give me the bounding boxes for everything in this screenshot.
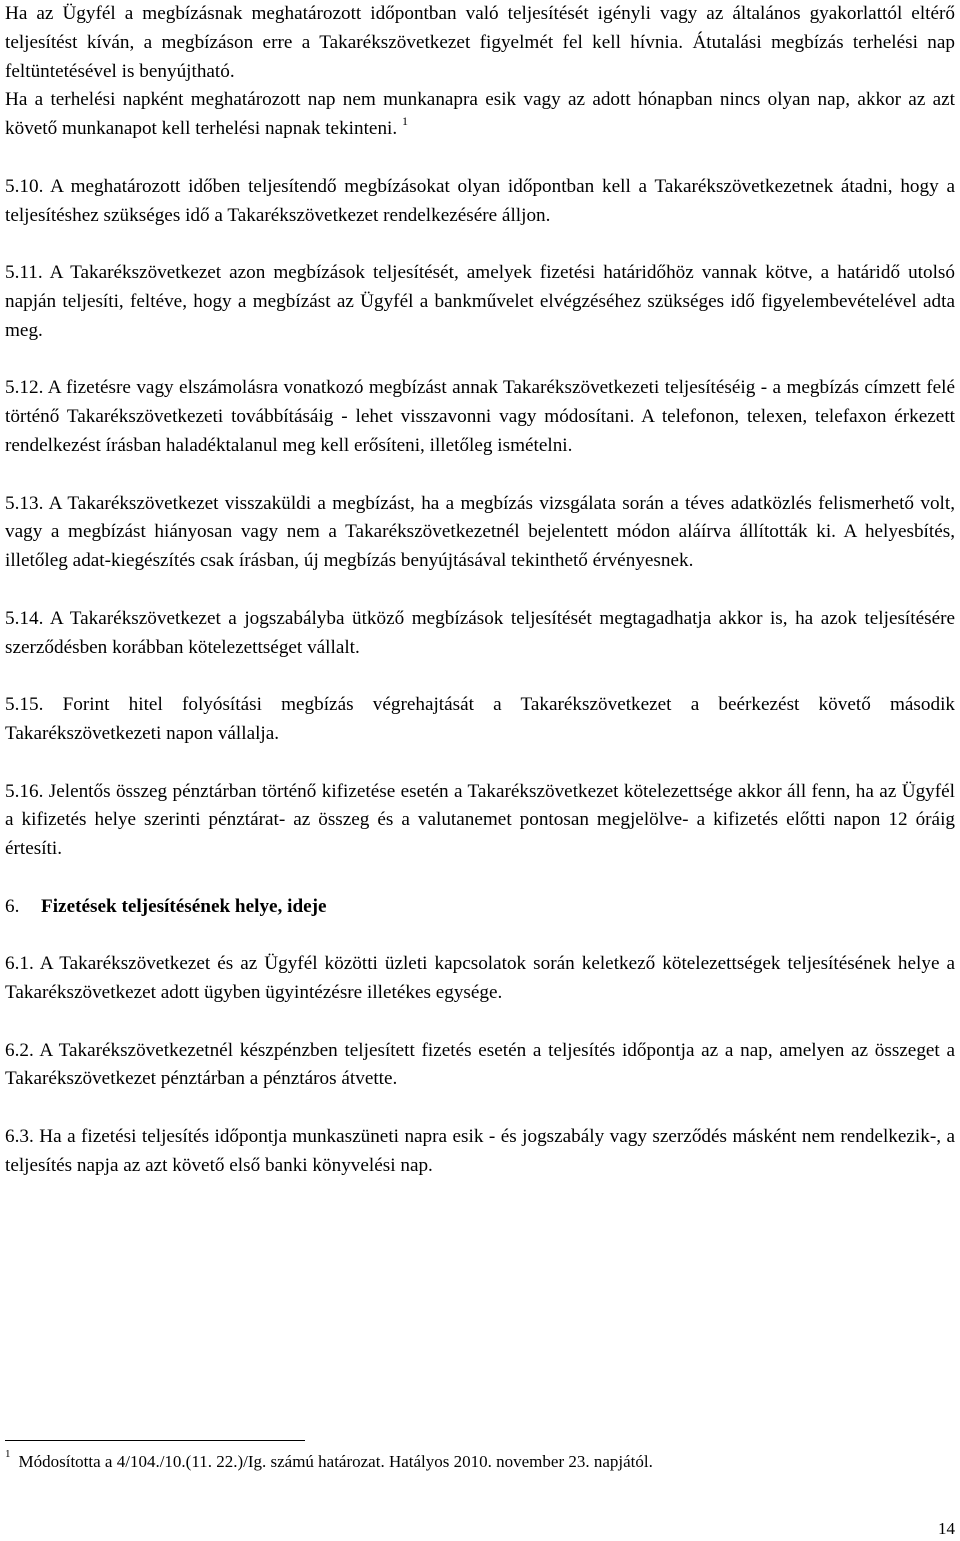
document-page: [5, 0, 955, 1181]
paragraph-6-2: 6.2. A Takarékszövetkezetnél készpénzben teljesített fizetés esetén a teljesítés időpontja az a nap, amelyen az összeget a Takarékszövetkezet pénztárban a pénztáros átvette.: [5, 1039, 955, 1090]
paragraph-intro-b: [5, 86, 955, 144]
paragraph-5-13: 5.13. A Takarékszövetkezet visszaküldi a megbízást, ha a megbízás vizsgálata során a téves adatközlés felismerhető volt, vagy a megbízást hiányosan vagy nem a Takarékszövetkezetnél bejelentett módon aláírva állították ki. A helyesbítés, illetőleg adat-kiegészítés csak írásban, új megbízás benyújtásával tekinthető érvényesnek.: [5, 492, 955, 572]
footnote-separator: [5, 1440, 305, 1441]
page-number: 14: [938, 1519, 955, 1538]
footnote-marker: 1: [5, 1448, 11, 1461]
footnote-reference[interactable]: 1: [401, 113, 408, 128]
paragraph-5-15: 5.15. Forint hitel folyósítási megbízás végrehajtását a Takarékszövetkezet a beérkezést követő második Takarékszövetkezeti napon vállalja.: [5, 694, 955, 744]
footnote-text: Módosította a 4/104./10.(11. 22.)/Ig. számú határozat. Hatályos 2010. november 23. napjától.: [18, 1452, 653, 1471]
paragraph-intro-a: Ha az Ügyfél a megbízásnak meghatározott időpontban való teljesítését igényli vagy az általános gyakorlattól eltérő teljesítést kíván, a megbízáson erre a Takarékszövetkezet figyelmét fel kell hívnia. Átutalási megbízás terhelési nap feltüntetésével is benyújtható.: [5, 3, 955, 82]
paragraph-5-16: 5.16. Jelentős összeg pénztárban történő kifizetése esetén a Takarékszövetkezet kötelezettsége akkor áll fenn, ha az Ügyfél a kifizetés helye szerinti pénztárat- az összeg és a valutanemet pontosan megjelölve- a kifizetés előtti napon 12 óráig értesíti.: [5, 780, 955, 860]
paragraph-5-10: 5.10. A meghatározott időben teljesítendő megbízásokat olyan időpontban kell a Takarékszövetkezetnek átadni, hogy a teljesítéshez szükséges idő a Takarékszövetkezet rendelkezésére álljon.: [5, 175, 955, 226]
section-number: 6.: [5, 895, 20, 917]
paragraph-5-14: 5.14. A Takarékszövetkezet a jogszabályba ütköző megbízások teljesítését megtagadhatja akkor is, ha azok teljesítésére szerződésben korábban kötelezettséget vállalt.: [5, 607, 955, 658]
footnote: [5, 1450, 653, 1474]
paragraph-5-11: 5.11. A Takarékszövetkezet azon megbízások teljesítését, amelyek fizetési határidőhöz vannak kötve, a határidő utolsó napján teljesíti, feltéve, hogy a megbízást az Ügyfél a bankművelet elvégzéséhez szükséges idő figyelembevételével adta meg.: [5, 262, 955, 341]
section-title: Fizetések teljesítésének helye, ideje: [41, 895, 327, 917]
paragraph-6-1: 6.1. A Takarékszövetkezet és az Ügyfél közötti üzleti kapcsolatok során keletkező kötelezettségek teljesítésének helye a Takarékszövetkezet adott ügyben ügyintézésre illetékes egysége.: [5, 953, 955, 1004]
paragraph-intro-b-text: Ha a terhelési napként meghatározott nap nem munkanapra esik vagy az adott hónapban nincs olyan nap, akkor az azt követő munkanapot kell terhelési napnak tekinteni.: [5, 89, 955, 140]
section-heading-6: [5, 893, 955, 922]
paragraph-6-3: 6.3. Ha a fizetési teljesítés időpontja munkaszüneti napra esik - és jogszabály vagy szerződés másként nem rendelkezik-, a teljesítés napja az azt követő első banki könyvelési nap.: [5, 1126, 955, 1176]
paragraph-5-12: 5.12. A fizetésre vagy elszámolásra vonatkozó megbízást annak Takarékszövetkezeti teljesítéséig - a megbízás címzett felé történő Takarékszövetkezeti továbbításáig - lehet visszavonni vagy módosítani. A telefonon, telexen, telefaxon érkezett rendelkezést írásban haladéktalanul meg kell erősíteni, illetőleg ismételni.: [5, 377, 955, 456]
